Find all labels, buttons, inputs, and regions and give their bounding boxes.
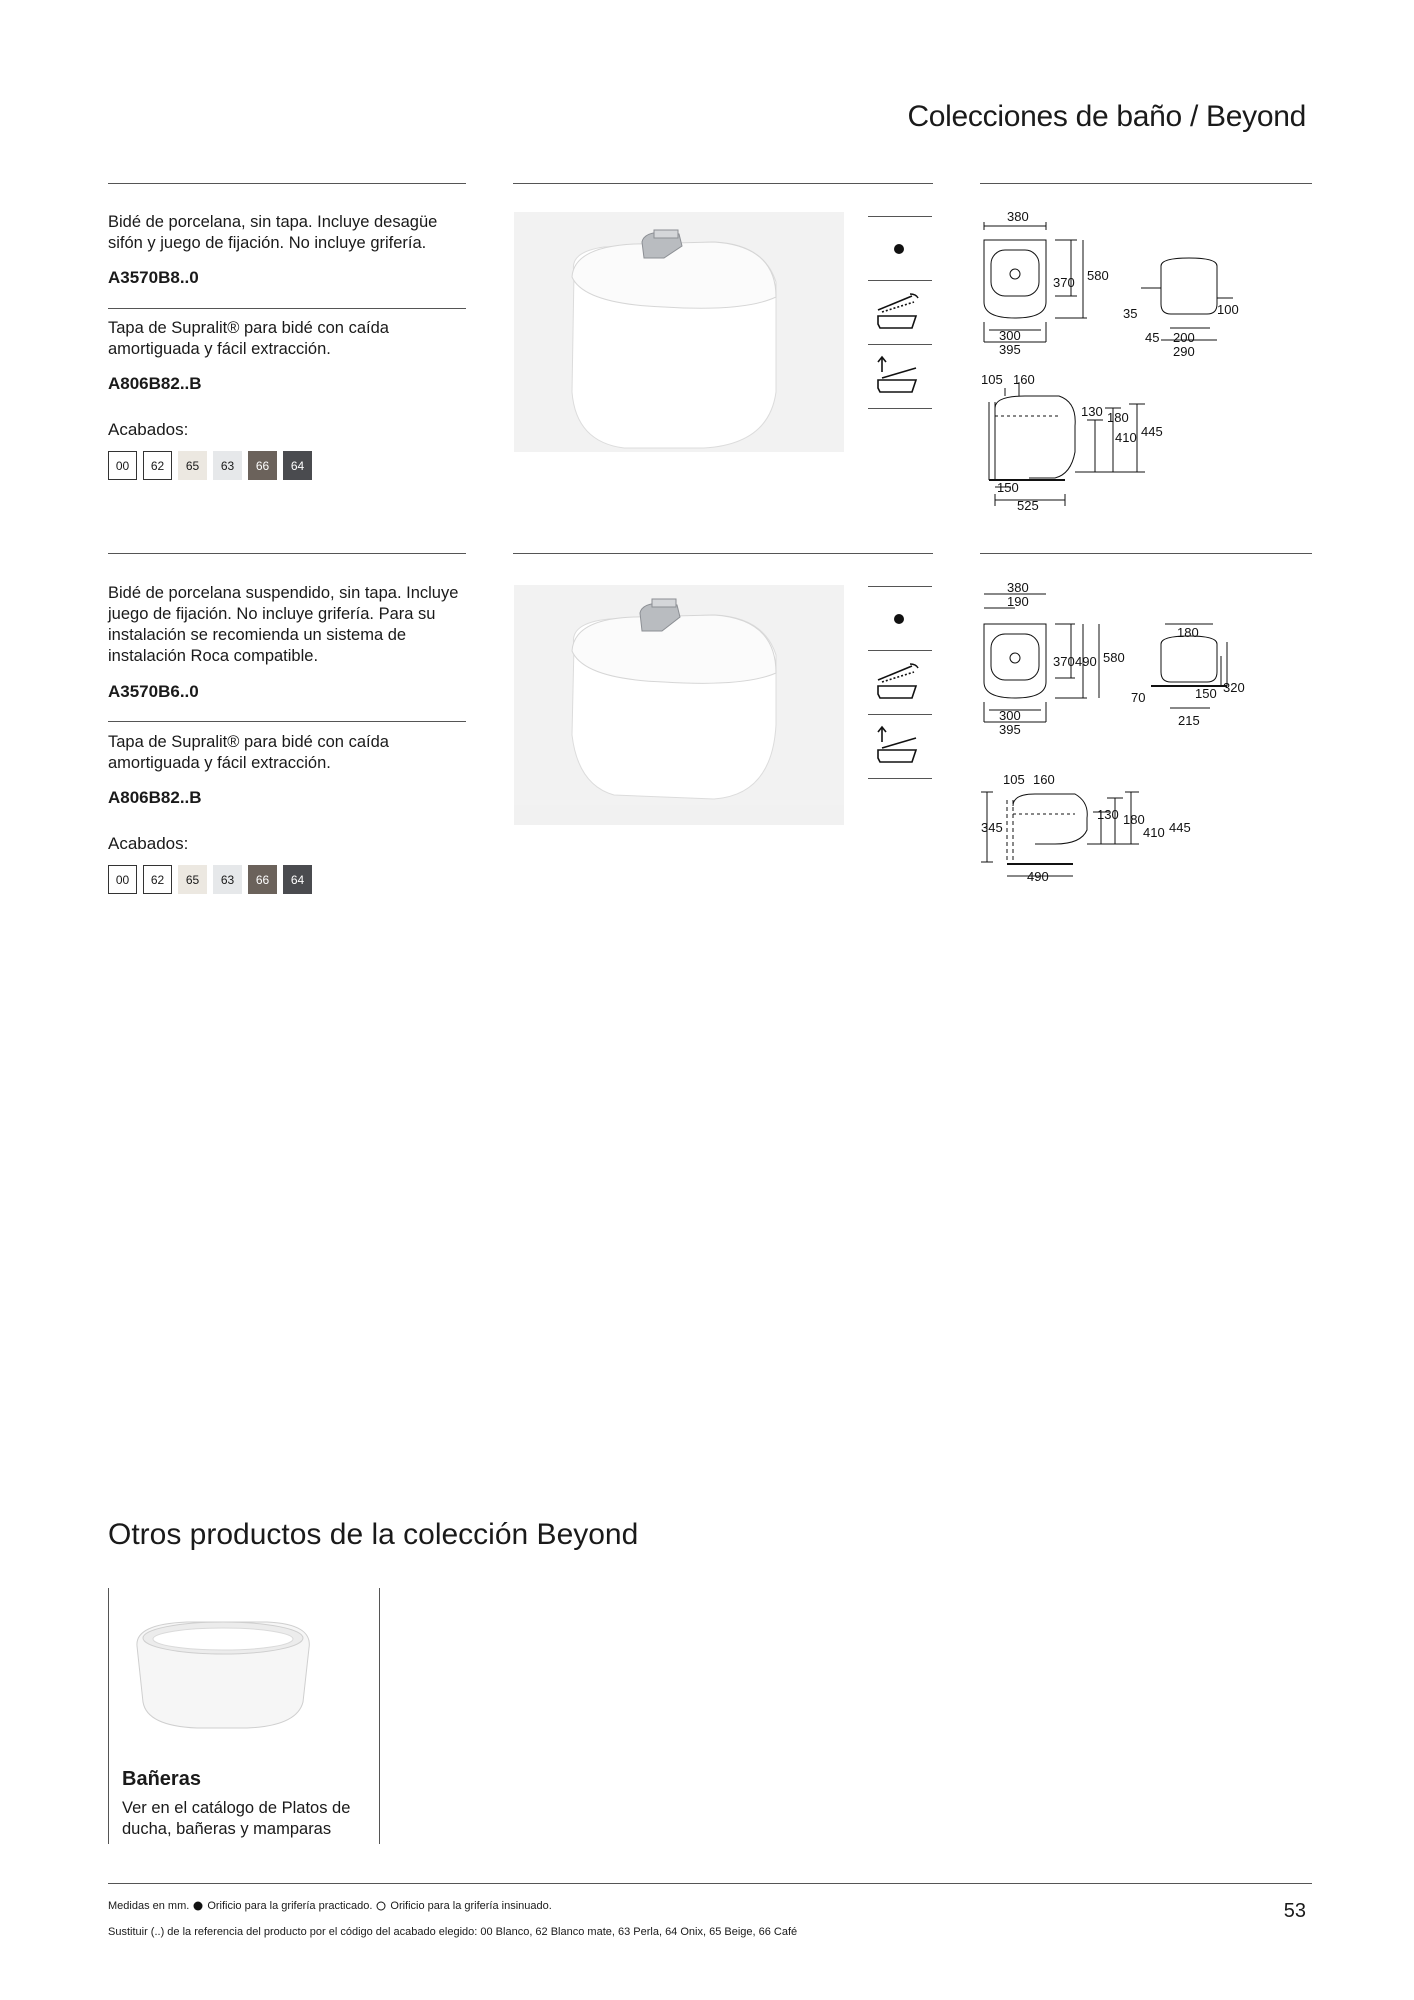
divider [868,586,932,587]
finish-swatch: 62 [143,865,172,894]
dim-label: 320 [1223,680,1245,695]
dim-label: 130 [1097,807,1119,822]
accessory-description: Tapa de Supralit® para bidé con caída amortiguada y fácil extracción. [108,733,389,772]
soft-close-seat-icon [872,288,922,337]
empty-circle-icon [376,1901,386,1911]
dim-label: 380 [1007,580,1029,595]
dim-label: 410 [1115,430,1137,445]
dim-label: 290 [1173,344,1195,359]
tap-hole-practiced-icon [893,242,905,260]
divider [980,183,1312,184]
product-code: A3570B6..0 [108,682,199,701]
dim-label: 100 [1217,302,1239,317]
dim-label: 445 [1141,424,1163,439]
card-text: Ver en el catálogo de Platos de ducha, bañeras y mamparas [122,1799,351,1838]
finish-swatch: 00 [108,865,137,894]
divider [980,553,1312,554]
page-number: 53 [1283,1900,1306,1922]
dim-label: 35 [1123,306,1138,321]
accessory-description: Tapa de Supralit® para bidé con caída amortiguada y fácil extracción. [108,319,389,358]
dim-label: 180 [1123,812,1145,827]
finish-swatch: 00 [108,451,137,480]
dim-label: 105 [981,372,1003,387]
dim-label: 180 [1107,410,1129,425]
bathtub-image [127,1606,317,1741]
footer-divider [108,1883,1312,1884]
product-card-bathtubs[interactable] [108,1588,380,1844]
dim-label: 395 [999,722,1021,737]
dim-label: 190 [1007,594,1029,609]
quick-release-seat-icon [872,352,922,401]
footer-units: Medidas en mm. [108,1900,190,1912]
dim-label: 180 [1177,625,1199,640]
dim-label: 150 [997,480,1019,495]
divider [868,714,932,715]
soft-close-seat-icon [872,658,922,707]
finishes-label: Acabados: [108,834,189,853]
finish-swatch: 62 [143,451,172,480]
accessory-code: A806B82..B [108,374,202,393]
dim-label: 370 [1053,275,1075,290]
divider [513,553,933,554]
dim-label: 160 [1033,772,1055,787]
finish-swatches [108,451,312,480]
section-title: Otros productos de la colección Beyond [108,1518,639,1551]
dim-label: 345 [981,820,1003,835]
dim-label: 490 [1075,654,1097,669]
divider [513,183,933,184]
footer-legend-insinuated: Orificio para la grifería insinuado. [390,1900,552,1912]
dim-label: 215 [1178,713,1200,728]
filled-circle-icon [193,1901,203,1911]
divider [868,778,932,779]
divider [868,216,932,217]
accessory-code: A806B82..B [108,788,202,807]
product-code: A3570B8..0 [108,268,199,287]
footer-note [108,1900,552,1912]
footer-substitution-note: Sustituir (..) de la referencia del producto por el código del acabado elegido: 00 Blanco, 62 Blanco mate, 63 Perla, 64 Onix, 65 Beige, 66 Café [108,1926,798,1938]
dim-label: 105 [1003,772,1025,787]
technical-drawing [975,582,1245,887]
technical-drawing [975,209,1239,517]
dim-label: 160 [1013,372,1035,387]
dim-label: 490 [1027,869,1049,884]
dim-label: 200 [1173,330,1195,345]
finishes-label: Acabados: [108,420,189,439]
divider [868,650,932,651]
dim-label: 70 [1131,690,1146,705]
dim-label: 410 [1143,825,1165,840]
finish-swatch: 65 [178,451,207,480]
dim-label: 130 [1081,404,1103,419]
dim-label: 300 [999,708,1021,723]
dim-label: 150 [1195,686,1217,701]
divider [108,553,466,554]
finish-swatch: 66 [248,451,277,480]
finish-swatch: 64 [283,451,312,480]
finish-swatch: 64 [283,865,312,894]
footer-legend-practiced: Orificio para la grifería practicado. [207,1900,373,1912]
dim-label: 525 [1017,498,1039,513]
dim-label: 580 [1087,268,1109,283]
divider [868,408,932,409]
product-description: Bidé de porcelana suspendido, sin tapa. Incluye juego de fijación. No incluye grifería. Para su instalación se recomienda un sistema de instalación Roca compatible. [108,584,459,665]
divider [108,721,466,722]
finish-swatch: 63 [213,865,242,894]
dim-label: 380 [1007,209,1029,224]
card-title: Bañeras [122,1768,201,1790]
finish-swatch: 63 [213,451,242,480]
product-description: Bidé de porcelana, sin tapa. Incluye desagüe sifón y juego de fijación. No incluye grifería. [108,213,438,252]
quick-release-seat-icon [872,722,922,771]
divider [108,308,466,309]
divider [108,183,466,184]
finish-swatch: 65 [178,865,207,894]
page-title: Colecciones de baño / Beyond [907,100,1306,133]
divider [868,344,932,345]
dim-label: 300 [999,328,1021,343]
dim-label: 45 [1145,330,1160,345]
finish-swatch: 66 [248,865,277,894]
product-image-bidet-wall-hung [514,585,844,825]
finish-swatches [108,865,312,894]
product-image-bidet-floor [514,212,844,452]
dim-label: 445 [1169,820,1191,835]
dim-label: 580 [1103,650,1125,665]
dim-label: 370 [1053,654,1075,669]
dim-label: 395 [999,342,1021,357]
tap-hole-practiced-icon [893,612,905,630]
divider [868,280,932,281]
